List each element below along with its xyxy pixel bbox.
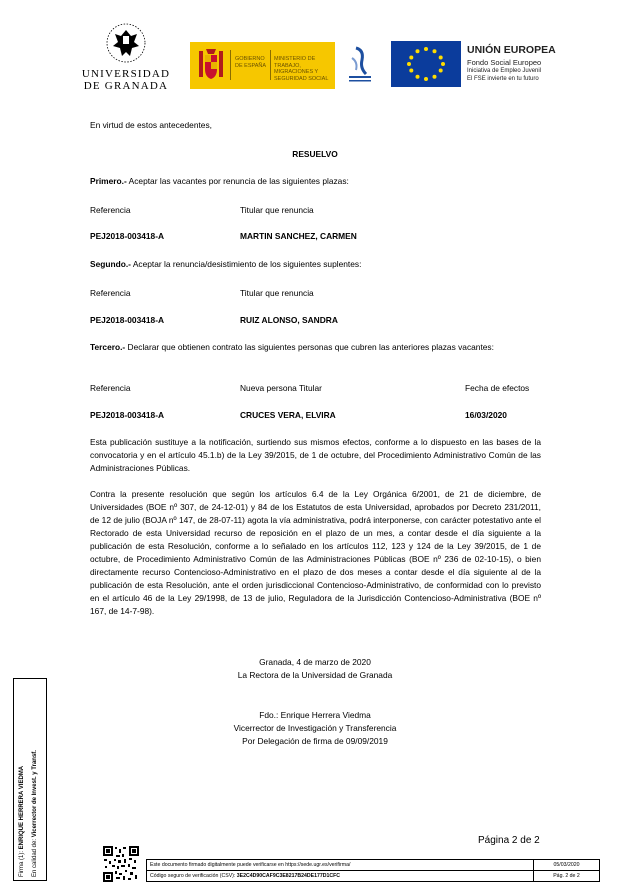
page-number: Página 2 de 2 xyxy=(478,835,540,846)
segundo-text: Aceptar la renuncia/desistimiento de los siguientes suplentes: xyxy=(130,259,362,269)
p3-header-titular: Nueva persona Titular xyxy=(240,383,322,393)
verify-text: Este documento firmado digitalmente puede verificarse en https://sede.ugr.es/verifirma/ xyxy=(147,860,534,871)
qr-code xyxy=(103,846,139,882)
university-name-line2: DE GRANADA xyxy=(83,80,169,92)
primero-label: Primero.- xyxy=(90,176,127,186)
p3-name: CRUCES VERA, ELVIRA xyxy=(240,410,336,420)
p1-ref: PEJ2018-003418-A xyxy=(90,231,165,241)
side-stamp-line2 xyxy=(32,750,38,877)
eu-subtitle-3: El FSE invierte en tu futuro xyxy=(467,76,539,82)
delegacion-line: Por Delegación de firma de 09/09/2019 xyxy=(242,736,388,746)
p3-header-ref: Referencia xyxy=(90,383,131,393)
side-stamp-prefix2: En calidad de: xyxy=(32,837,38,877)
footer-date: 05/03/2020 xyxy=(534,860,600,871)
eu-title: UNIÓN EUROPEA xyxy=(467,44,556,56)
gov-divider xyxy=(230,50,231,80)
eu-stars-icon xyxy=(391,41,461,87)
p2-header-ref: Referencia xyxy=(90,288,131,298)
segundo-paragraph xyxy=(90,258,361,271)
side-stamp-role: Vicerrector de Invest. y Transf. xyxy=(32,750,38,838)
university-logo xyxy=(80,22,172,90)
garantia-juvenil-icon xyxy=(346,46,374,86)
csv-cell xyxy=(147,871,534,882)
p2-name: RUIZ ALONSO, SANDRA xyxy=(240,315,338,325)
garantia-juvenil-logo xyxy=(346,46,374,86)
p3-date: 16/03/2020 xyxy=(465,410,507,420)
tercero-text: Declarar que obtienen contrato las siguientes personas que cubren las anteriores plazas vacantes: xyxy=(125,342,494,352)
eu-subtitle-1: Fondo Social Europeo xyxy=(467,58,542,67)
cargo-line: Vicerrector de Investigación y Transferencia xyxy=(233,723,397,733)
tercero-paragraph xyxy=(90,341,541,354)
p3-ref: PEJ2018-003418-A xyxy=(90,410,165,420)
p1-header-titular: Titular que renuncia xyxy=(240,205,314,215)
university-crest-icon xyxy=(101,22,151,64)
p1-header-ref: Referencia xyxy=(90,205,131,215)
intro-text: En virtud de estos antecedentes, xyxy=(90,120,212,130)
university-name-line1: UNIVERSIDAD xyxy=(81,68,171,80)
place-date: Granada, 4 de marzo de 2020 xyxy=(259,657,371,667)
side-stamp-name: ENRIQUE HERRERA VIEDMA xyxy=(19,765,25,850)
p2-ref: PEJ2018-003418-A xyxy=(90,315,165,325)
p1-name: MARTIN SANCHEZ, CARMEN xyxy=(240,231,357,241)
p3-header-fecha: Fecha de efectos xyxy=(465,383,530,393)
gobierno-espana-logo xyxy=(190,42,335,89)
eu-flag xyxy=(391,41,461,87)
verification-footer xyxy=(146,859,600,882)
signature-side-stamp xyxy=(13,678,47,881)
footer-page: Pág. 2 de 2 xyxy=(534,871,600,882)
fdo-line: Fdo.: Enrique Herrera Viedma xyxy=(259,710,371,720)
side-stamp-prefix1: Firma (1): xyxy=(19,849,25,877)
csv-label: Código seguro de verificación (CSV): xyxy=(150,873,237,879)
publicacion-paragraph: Esta publicación sustituye a la notificación, surtiendo sus mismos efectos, conforme a lo dispuesto en las bases de la convocatoria y en el artículo 45.1.b) de la Ley 39/2015, de 1 de octubre, del Procedimiento Administrativo Común de las Administraciones Públicas. xyxy=(90,437,541,473)
recurso-paragraph: Contra la presente resolución que según los artículos 6.4 de la Ley Orgánica 6/2001, de 21 de diciembre, de Universidades (BOE nº 307, de 24-12-01) y 84 de los Estatutos de esta Universidad, aprobados por Decreto 231/2011, de 12 de julio (BOJA nº 147, de 28-07-11) agota la vía administrativa, podrá interponerse, con carácter potestativo ante el Rectorado de esta Universidad recurso de reposición en el plazo de un mes, a contar desde el día siguiente a la publicación de esta Resolución, conforme a lo señalado en los artículos 112, 123 y 124 de la Ley 39/2015, de 1 de octubre, de Procedimiento Administrativo Común de las Administraciones Públicas (BOE nº 236 de 02-10-15), o bien directamente recurso Contencioso-Administrativo en el plazo de dos meses a contar desde el día siguiente al de la publicación de esta Resolución, ante el orden jurisdiccional Contencioso-Administrativo, de conformidad con lo previsto en el artículo 46 de la Ley 29/1998, de 13 de julio, Reguladora de la Jurisdicción Contencioso-Administrativa (BOE nº 167, de 14-7-98). xyxy=(90,489,541,616)
eu-subtitle-2: Iniciativa de Empleo Juvenil xyxy=(467,68,542,74)
qr-code-icon xyxy=(103,846,139,882)
primero-paragraph xyxy=(90,175,349,188)
gov-divider-2 xyxy=(270,50,271,80)
side-stamp-line1 xyxy=(19,766,25,877)
gov-label-right: MINISTERIO DE TRABAJO, MIGRACIONES Y SEGURIDAD SOCIAL xyxy=(274,56,329,82)
p2-header-titular: Titular que renuncia xyxy=(240,288,314,298)
rectora-line: La Rectora de la Universidad de Granada xyxy=(237,670,393,680)
resuelvo-heading: RESUELVO xyxy=(292,149,338,159)
segundo-label: Segundo.- xyxy=(90,259,131,269)
spain-coat-of-arms-icon xyxy=(196,47,226,83)
primero-text: Aceptar las vacantes por renuncia de las siguientes plazas: xyxy=(126,176,349,186)
csv-code: 3E2C4D90CAF9C3E8217B24DE177D1CFC xyxy=(236,873,341,879)
gov-label-left: GOBIERNO DE ESPAÑA xyxy=(235,56,267,69)
tercero-label: Tercero.- xyxy=(90,342,126,352)
